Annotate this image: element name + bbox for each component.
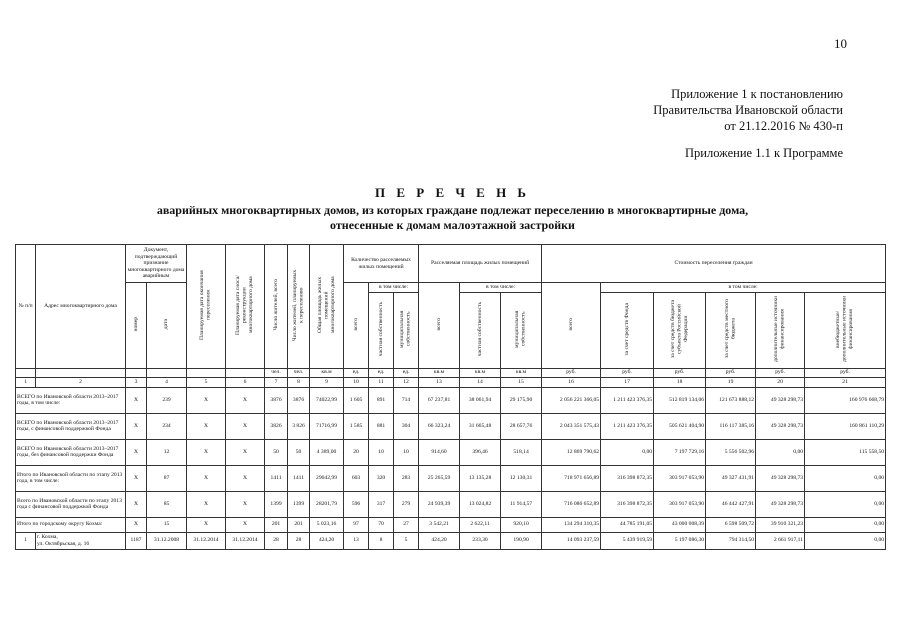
hdr-doc: Документ, подтверждающий признание многоквартирного дома аварийным [126,245,187,283]
unit-cell: руб. [542,368,601,377]
cell: X [187,465,226,491]
cell: 279 [394,491,419,517]
unit-cell: руб. [654,368,706,377]
cell: X [126,413,147,439]
hdr-area-resettled: Расселяемая площадь жилых помещений [419,245,542,283]
appendix-line: от 21.12.2016 № 430-п [724,119,843,133]
cell: 1 585 [344,413,369,439]
cell: 8 [369,532,394,549]
cell: 70 [369,517,394,532]
cell: 4 389,00 [310,439,344,465]
hdr-rooms-all: всего [344,283,369,369]
cell: 518,14 [501,439,542,465]
hdr-area-private: частная собственность [460,293,501,369]
cell: 0,00 [805,465,886,491]
cell: 316 398 872,35 [601,491,654,517]
row-label: Всего по Ивановской области по этапу 2013 года с финансовой поддержкой Фонда [16,491,126,517]
resettlement-table [15,244,886,550]
column-number: 2 [36,377,126,387]
cell: 49 328 298,73 [756,413,805,439]
column-number: 21 [805,377,886,387]
unit-cell: чел. [265,368,288,377]
cell: 27 [394,517,419,532]
cell: 5 439 919,59 [601,532,654,549]
hdr-doc-date: дата [147,283,187,369]
unit-cell [16,368,36,377]
cell: 28 [288,532,310,549]
cell: 1 211 423 376,35 [601,387,654,413]
cell: 794 314,50 [706,532,756,549]
cell: 424,20 [310,532,344,549]
cell: 121 673 888,12 [706,387,756,413]
appendix-program: Приложение 1.1 к Программе [685,146,843,160]
cell: 718 971 656,89 [542,465,601,491]
cell: X [126,465,147,491]
unit-cell [126,368,147,377]
hdr-rooms-municipal: муниципальная собственность [394,293,419,369]
cell: 24 939,39 [419,491,460,517]
hdr-plan-demolish: Планируемая дата сноса/реконструкции многоквартирного дома [226,245,265,369]
column-number: 18 [654,377,706,387]
cell: 603 [344,465,369,491]
hdr-address: Адрес многоквартирного дома [36,245,126,369]
row-label: ВСЕГО по Ивановской области 2013–2017 годы, с финансовой поддержкой Фонда [16,413,126,439]
cell: 12 869 790,62 [542,439,601,465]
hdr-cost-incl: в том числе: [601,283,886,293]
hdr-residents-total: Число жителей, всего [265,245,288,369]
cell: 39 910 321,23 [756,517,805,532]
cell: 1411 [288,465,310,491]
column-number: 6 [226,377,265,387]
cell: 0,00 [601,439,654,465]
cell: 46 442 427,91 [706,491,756,517]
cell: 5 556 502,96 [706,439,756,465]
cell: 596 [344,491,369,517]
cell: X [187,413,226,439]
unit-cell: кв.м [419,368,460,377]
units-row [16,368,886,377]
hdr-cost-local: за счет средств местного бюджета [706,293,756,369]
unit-cell [187,368,226,377]
cell: 116 117 385,16 [706,413,756,439]
column-numbers-row [16,377,886,387]
cell: 0,00 [805,517,886,532]
hdr-area-municipal: муниципальная собственность [501,293,542,369]
cell: 134 294 310,35 [542,517,601,532]
cell: 3876 [288,387,310,413]
cell: 1399 [265,491,288,517]
cell: 2 043 351 575,43 [542,413,601,439]
column-number: 17 [601,377,654,387]
cell: 29 175,90 [501,387,542,413]
cell: 396,46 [460,439,501,465]
cell: 5 023,16 [310,517,344,532]
hdr-cost-extra-needed: внебюджетные/ дополнительные источники финансирования [805,293,886,369]
hdr-plan-resettle: Планируемая дата окончания переселения [187,245,226,369]
appendix-line: Правительства Ивановской области [653,103,843,117]
cell: 0,00 [756,439,805,465]
cell: 3 826 [288,413,310,439]
cell: X [226,491,265,517]
cell: X [226,465,265,491]
hdr-cost-extra: дополнительные источники финансирования [756,293,805,369]
cell: 0,00 [805,532,886,549]
cell: 43 000 008,39 [654,517,706,532]
document-title-line2: отнесенные к домам малоэтажной застройки [330,218,575,232]
unit-cell: ед. [394,368,419,377]
cell: 87 [147,465,187,491]
cell: X [226,413,265,439]
cell: 28 [265,532,288,549]
unit-cell: кв.м [501,368,542,377]
cell: X [226,517,265,532]
cell: 5 197 086,30 [654,532,706,549]
cell: 7 197 729,16 [654,439,706,465]
unit-cell: руб. [706,368,756,377]
cell: 0,00 [805,491,886,517]
cell: 13 024,82 [460,491,501,517]
appendix-line: Приложение 1 к постановлению [671,87,843,101]
cell: X [126,387,147,413]
cell: 31.12.2014 [187,532,226,549]
cell: 13 [344,532,369,549]
cell: 160 861 110,29 [805,413,886,439]
cell: 1411 [265,465,288,491]
hdr-rooms-private: частная собственность [369,293,394,369]
cell: 38 061,94 [460,387,501,413]
cell: 716 086 652,89 [542,491,601,517]
column-number: 7 [265,377,288,387]
cell: X [126,439,147,465]
column-number: 10 [344,377,369,387]
cell: 10 [369,439,394,465]
unit-cell [226,368,265,377]
cell: 234 [147,413,187,439]
hdr-cost-fund: за счет средств Фонда [601,293,654,369]
cell: 50 [265,439,288,465]
cell: 316 398 872,35 [601,465,654,491]
column-number: 1 [16,377,36,387]
cell: 3 542,21 [419,517,460,532]
document-title-line1: аварийных многоквартирных домов, из которых граждане подлежат переселению в многоквартирные дома, [156,203,749,217]
address-city: г. Кохма, [37,534,58,540]
cell: X [187,439,226,465]
cell: 13 135,28 [460,465,501,491]
cell: 10 [394,439,419,465]
cell: X [126,517,147,532]
cell: 317 [369,491,394,517]
cell: 1187 [126,532,147,549]
cell: 320 [369,465,394,491]
unit-cell: чел. [288,368,310,377]
cell: 28 657,76 [501,413,542,439]
hdr-area-incl: в том числе: [460,283,542,293]
column-number: 16 [542,377,601,387]
unit-cell: ед. [344,368,369,377]
cell: X [187,491,226,517]
cell: 115 558,50 [805,439,886,465]
cell: 6 598 509,72 [706,517,756,532]
cell: 31.12.2008 [147,532,187,549]
row-label: ВСЕГО по Ивановской области 2013–2017 годы, без финансовой поддержки Фонда [16,439,126,465]
column-number: 8 [288,377,310,387]
page-number: 10 [834,36,847,51]
column-number: 11 [369,377,394,387]
cell: 49 328 298,73 [756,491,805,517]
hdr-area-all: всего [419,283,460,369]
table-row [16,532,886,549]
cell: 160 976 668,79 [805,387,886,413]
cell: X [226,387,265,413]
cell: 14 093 237,59 [542,532,601,549]
column-number: 20 [756,377,805,387]
cell: 714 [394,387,419,413]
table-row [16,439,886,465]
cell: 97 [344,517,369,532]
cell: 49 328 298,73 [756,465,805,491]
cell: 190,90 [501,532,542,549]
column-number: 15 [501,377,542,387]
column-number: 12 [394,377,419,387]
cell: 66 323,24 [419,413,460,439]
cell: 31 665,48 [460,413,501,439]
cell: 44 785 191,05 [601,517,654,532]
cell: 914,60 [419,439,460,465]
cell: 2 056 221 366,05 [542,387,601,413]
cell-num: 1 [16,532,36,549]
cell: 71716,99 [310,413,344,439]
hdr-residents-resettle: Число жителей, планируемых к переселению [288,245,310,369]
cell: 1399 [288,491,310,517]
cell: 67 237,81 [419,387,460,413]
cell: 1 211 423 376,35 [601,413,654,439]
table-row [16,491,886,517]
column-number: 5 [187,377,226,387]
unit-cell: кв.м [310,368,344,377]
table-row [16,517,886,532]
table-row [16,465,886,491]
unit-cell: ед. [369,368,394,377]
row-label: ВСЕГО по Ивановской области 2013–2017 годы, в том числе: [16,387,126,413]
column-number: 14 [460,377,501,387]
cell-address [36,532,126,549]
hdr-total-area: Общая площадь жилых помещений многоквартирного дома [310,245,344,369]
column-number: 13 [419,377,460,387]
cell: 50 [288,439,310,465]
cell: 303 917 053,90 [654,465,706,491]
column-number: 19 [706,377,756,387]
unit-cell: руб. [805,368,886,377]
cell: 3876 [265,387,288,413]
hdr-num: № п/п [16,245,36,369]
appendix-main [653,86,843,134]
cell: 11 914,57 [501,491,542,517]
unit-cell: руб. [756,368,805,377]
table-row [16,387,886,413]
cell: 25 265,59 [419,465,460,491]
cell: 304 [394,413,419,439]
cell: X [126,491,147,517]
unit-cell: руб. [601,368,654,377]
hdr-cost-total: всего [542,283,601,369]
hdr-cost-federal: за счет средств бюджета субъекта Российской Федерации [654,293,706,369]
cell: 239 [147,387,187,413]
cell: 2 661 917,11 [756,532,805,549]
cell: 1 605 [344,387,369,413]
column-number: 3 [126,377,147,387]
cell: 424,20 [419,532,460,549]
address-street: ул. Октябрьская, д. 16 [37,540,90,547]
cell: 85 [147,491,187,517]
cell: 920,10 [501,517,542,532]
hdr-doc-number: номер [126,283,147,369]
cell: 2 622,11 [460,517,501,532]
cell: 3826 [265,413,288,439]
row-label: Итого по городскому округу Кохма: [16,517,126,532]
cell: 29042,99 [310,465,344,491]
column-number: 9 [310,377,344,387]
cell: 201 [288,517,310,532]
cell: 28201,79 [310,491,344,517]
hdr-rooms-incl: в том числе: [369,283,419,293]
unit-cell: кв.м [460,368,501,377]
cell: 5 [394,532,419,549]
row-label: Итого по Ивановской области по этапу 2013 года, в том числе: [16,465,126,491]
cell: 31.12.2014 [226,532,265,549]
cell: 12 [147,439,187,465]
column-number: 4 [147,377,187,387]
hdr-rooms-count: Количество расселяемых жилых помещений [344,245,419,283]
cell: 74022,99 [310,387,344,413]
cell: X [187,517,226,532]
cell: 233,30 [460,532,501,549]
cell: 49 328 298,73 [756,387,805,413]
cell: 15 [147,517,187,532]
cell: 201 [265,517,288,532]
cell: X [187,387,226,413]
cell: X [226,439,265,465]
hdr-cost: Стоимость переселения граждан [542,245,886,283]
document-heading: П Е Р Е Ч Е Н Ь [374,185,531,200]
cell: 20 [344,439,369,465]
cell: 283 [394,465,419,491]
cell: 881 [369,413,394,439]
cell: 12 130,31 [501,465,542,491]
cell: 891 [369,387,394,413]
cell: 303 917 053,90 [654,491,706,517]
cell: 505 621 404,90 [654,413,706,439]
unit-cell [147,368,187,377]
cell: 512 819 134,06 [654,387,706,413]
unit-cell [36,368,126,377]
table-row [16,413,886,439]
cell: 49 327 431,91 [706,465,756,491]
